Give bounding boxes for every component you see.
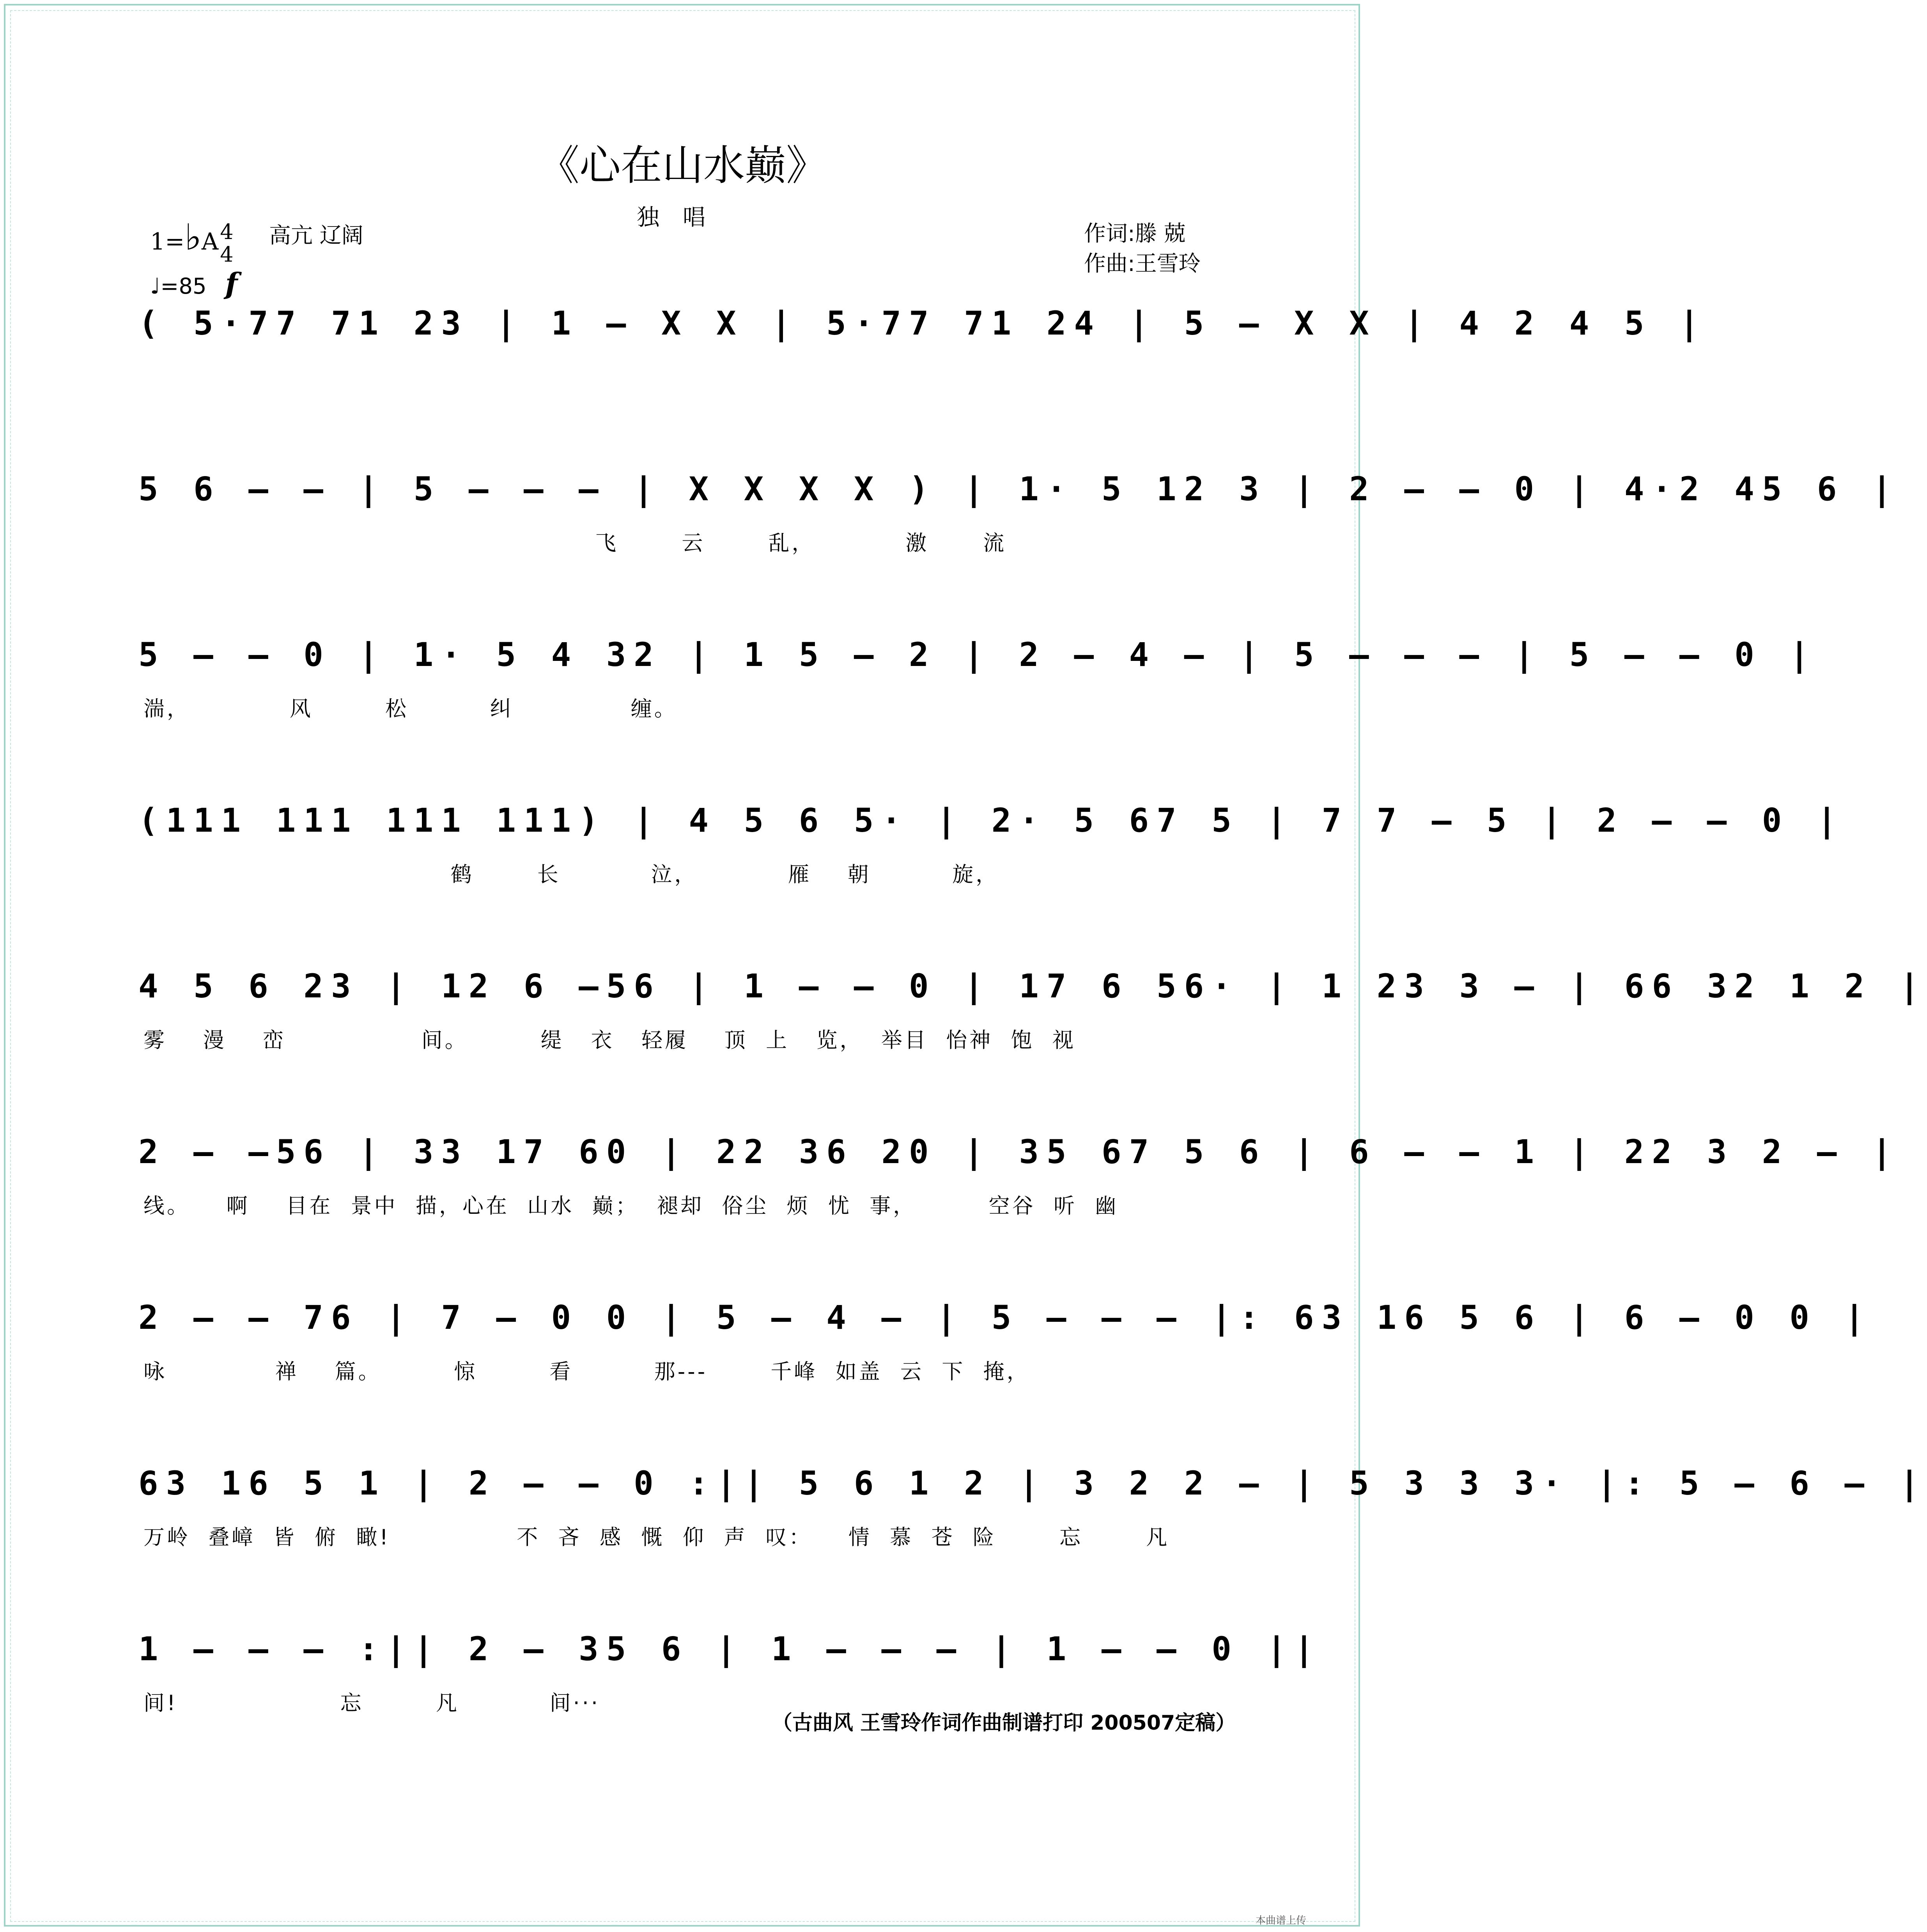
lyric-line: 鹤 长 泣， 雁 朝 旋， bbox=[143, 862, 999, 887]
notation-line: 1 – – – :|| 2 – 35 6 | 1 – – – | 1 – – 0 || bbox=[138, 1630, 1322, 1668]
lyric-line: 湍， 风 松 纠 缠。 bbox=[143, 696, 678, 721]
notation-line: 63 16 5 1 | 2 – – 0 :|| 5 6 1 2 | 3 2 2 – | 5 3 3 3· |: 5 – 6 – | bbox=[138, 1464, 1927, 1502]
song-title: 《心在山水巅》 bbox=[538, 142, 827, 189]
score-footnote: （古曲风 王雪玲作词作曲制谱打印 200507定稿） bbox=[772, 1711, 1236, 1735]
key-signature bbox=[150, 216, 234, 266]
upload-watermark: 本曲谱上传 bbox=[1256, 1915, 1307, 1927]
meter-bottom: 4 bbox=[220, 242, 234, 267]
lyric-line: 万岭 叠嶂 皆 俯 瞰! 不 吝 感 慨 仰 声 叹： 情 慕 苍 险 忘 凡 bbox=[143, 1525, 1170, 1549]
notation-line: ( 5·77 71 23 | 1 – X X | 5·77 71 24 | 5 – X X | 4 2 4 5 | bbox=[138, 304, 1707, 342]
lyric-line: 雾 漫 峦 间。 缇 衣 轻履 顶 上 览， 举目 怡神 饱 视 bbox=[143, 1028, 1076, 1052]
lyricist-credit: 作词:滕 兢 bbox=[1084, 221, 1186, 246]
key-prefix: 1= bbox=[150, 228, 185, 255]
dynamic-marking: f bbox=[225, 267, 238, 301]
lyric-line: 飞 云 乱， 激 流 bbox=[143, 531, 1007, 555]
key-note: A bbox=[201, 228, 219, 255]
lyric-line: 间! 忘 凡 间··· bbox=[143, 1691, 600, 1715]
performance-type: 独唱 bbox=[636, 204, 729, 230]
tempo-marking bbox=[150, 267, 237, 301]
tempo-value: =85 bbox=[160, 274, 207, 299]
meter-top: 4 bbox=[220, 220, 234, 244]
notation-line: 5 6 – – | 5 – – – | X X X X ) | 1· 5 12 3 | 2 – – 0 | 4·2 45 6 | bbox=[138, 470, 1900, 508]
quarter-note-icon: ♩ bbox=[150, 274, 161, 299]
lyric-line: 咏 禅 篇。 惊 看 那--- 千峰 如盖 云 下 掩， bbox=[143, 1359, 1030, 1384]
composer-credit: 作曲:王雪玲 bbox=[1084, 251, 1201, 276]
notation-line: 2 – –56 | 33 17 60 | 22 36 20 | 35 67 5 6 | 6 – – 1 | 22 3 2 – | bbox=[138, 1133, 1900, 1171]
notation-line: 4 5 6 23 | 12 6 –56 | 1 – – 0 | 17 6 56· | 1 23 3 – | 66 32 1 2 | bbox=[138, 967, 1927, 1005]
lyric-line: 线。 啊 目在 景中 描，心在 山水 巅； 褪却 俗尘 烦 忧 事， 空谷 听 幽 bbox=[143, 1194, 1119, 1218]
expression-marking: 高亢 辽阔 bbox=[269, 223, 363, 248]
notation-line: 5 – – 0 | 1· 5 4 32 | 1 5 – 2 | 2 – 4 – | 5 – – – | 5 – – 0 | bbox=[138, 636, 1817, 674]
time-signature bbox=[220, 221, 233, 266]
flat-icon: ♭ bbox=[184, 216, 202, 258]
notation-line: 2 – – 76 | 7 – 0 0 | 5 – 4 – | 5 – – – |: 63 16 5 6 | 6 – 0 0 | bbox=[138, 1298, 1872, 1337]
notation-line: (111 111 111 111) | 4 5 6 5· | 2· 5 67 5 | 7 7 – 5 | 2 – – 0 | bbox=[138, 801, 1845, 839]
